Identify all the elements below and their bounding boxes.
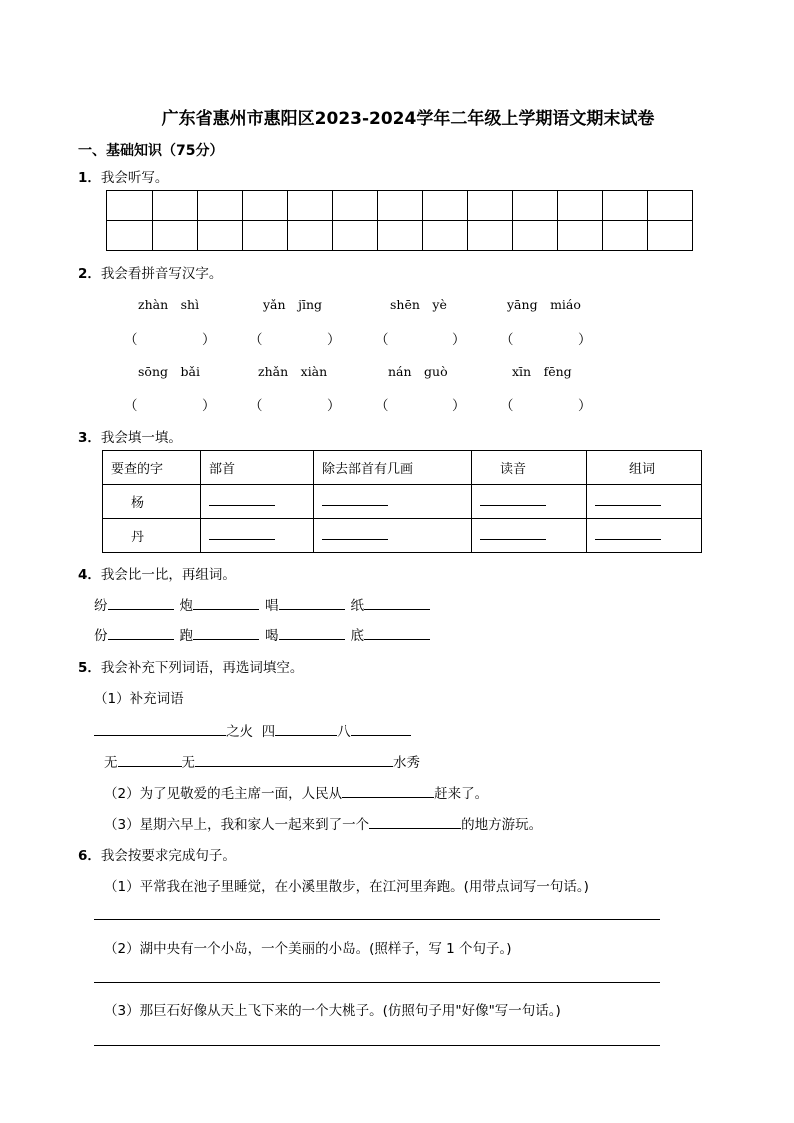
pinyin: zhàn shì: [138, 297, 200, 312]
answer-line[interactable]: [94, 1045, 660, 1046]
question-number: 5．: [78, 660, 101, 676]
writing-cell[interactable]: [423, 191, 468, 221]
pinyin: shēn yè: [390, 297, 447, 312]
answer-cell[interactable]: [587, 519, 702, 553]
sub-question: （2）湖中央有一个小岛，一个美丽的小岛。(照样子，写 1 个句子。): [104, 941, 512, 957]
answer-paren-close: ）: [327, 332, 341, 348]
writing-cell[interactable]: [243, 221, 288, 251]
idiom-text: 之火: [226, 724, 253, 740]
question-4: [78, 563, 236, 583]
sentence-fill: [104, 782, 488, 802]
sub-question: （1）补充词语: [94, 691, 184, 707]
writing-cell[interactable]: [423, 221, 468, 251]
question-1: [78, 166, 168, 186]
idiom-text: 无: [181, 755, 195, 771]
idiom-text: 无: [104, 755, 118, 771]
answer-cell[interactable]: [472, 519, 587, 553]
writing-cell[interactable]: [603, 191, 648, 221]
table-row: [103, 519, 702, 553]
sub-question: （3）那巨石好像从天上飞下来的一个大桃子。(仿照句子用"好像"写一句话。): [104, 1003, 561, 1019]
question-text: 我会补充下列词语，再选词填空。: [100, 660, 304, 676]
idiom-text: 四: [261, 724, 276, 740]
answer-paren-open: （: [375, 398, 389, 414]
answer-paren-open: （: [500, 398, 514, 414]
writing-cell[interactable]: [468, 191, 513, 221]
fill-table: [102, 450, 702, 553]
question-text: 我会看拼音写汉字。: [100, 266, 223, 282]
sentence-text: （3）星期六早上，我和家人一起来到了一个: [104, 817, 370, 833]
table-header: 组词: [587, 451, 702, 485]
answer-paren-close: ）: [578, 398, 592, 414]
sentence-text: （2）为了见敬爱的毛主席一面，人民从: [104, 786, 343, 802]
table-cell-char: 杨: [103, 485, 201, 519]
table-header: 要查的字: [103, 451, 201, 485]
writing-cell[interactable]: [558, 221, 603, 251]
sentence-text: 的地方游玩。: [461, 817, 543, 833]
answer-cell[interactable]: [314, 519, 472, 553]
answer-paren-open: （: [249, 398, 263, 414]
question-text: 我会听写。: [100, 170, 169, 186]
writing-cell[interactable]: [513, 191, 558, 221]
pinyin: xīn fēng: [512, 364, 572, 379]
table-header: 读音: [472, 451, 587, 485]
writing-cell[interactable]: [333, 191, 378, 221]
answer-cell[interactable]: [314, 485, 472, 519]
writing-cell[interactable]: [153, 191, 198, 221]
writing-cell[interactable]: [288, 221, 333, 251]
writing-cell[interactable]: [648, 221, 693, 251]
answer-paren-close: ）: [452, 332, 466, 348]
grid-row: [107, 191, 693, 221]
question-number: 2．: [78, 266, 101, 282]
pinyin: yāng miáo: [507, 297, 581, 312]
question-text: 我会比一比，再组词。: [100, 567, 236, 583]
writing-cell[interactable]: [107, 221, 153, 251]
writing-cell[interactable]: [107, 191, 153, 221]
question-3: [78, 426, 182, 446]
answer-paren-open: （: [124, 398, 138, 414]
question-number: 4．: [78, 567, 101, 583]
table-header: 除去部首有几画: [314, 451, 472, 485]
question-number: 6．: [78, 848, 101, 864]
writing-cell[interactable]: [603, 221, 648, 251]
sub-question: （1）平常我在池子里睡觉，在小溪里散步，在江河里奔跑。(用带点词写一句话。): [104, 879, 589, 895]
question-text: 我会按要求完成句子。: [100, 848, 236, 864]
writing-cell[interactable]: [468, 221, 513, 251]
compare-char: 喝: [265, 628, 279, 644]
answer-paren-close: ）: [578, 332, 592, 348]
answer-paren-close: ）: [327, 398, 341, 414]
table-header: 部首: [201, 451, 314, 485]
answer-paren-open: （: [500, 332, 514, 348]
question-number: 1．: [78, 170, 101, 186]
idiom-row: [94, 720, 411, 740]
writing-cell[interactable]: [198, 191, 243, 221]
answer-cell[interactable]: [472, 485, 587, 519]
compare-char: 纸: [350, 598, 364, 614]
answer-paren-open: （: [124, 332, 138, 348]
compare-char: 份: [94, 628, 108, 644]
idiom-text: 水秀: [393, 755, 420, 771]
compare-char: 炮: [179, 598, 193, 614]
page-title: 广东省惠州市惠阳区2023-2024学年二年级上学期语文期末试卷: [161, 109, 655, 129]
writing-cell[interactable]: [243, 191, 288, 221]
writing-cell[interactable]: [378, 221, 423, 251]
writing-cell[interactable]: [513, 221, 558, 251]
answer-paren-close: ）: [452, 398, 466, 414]
pinyin: zhǎn xiàn: [258, 364, 328, 379]
question-2: [78, 262, 222, 282]
question-number: 3．: [78, 430, 101, 446]
compare-row: [94, 594, 430, 614]
pinyin: yǎn jīng: [263, 297, 322, 312]
writing-cell[interactable]: [558, 191, 603, 221]
answer-paren-close: ）: [202, 332, 216, 348]
pinyin: nán guò: [388, 364, 448, 379]
writing-cell[interactable]: [198, 221, 243, 251]
table-cell-char: 丹: [103, 519, 201, 553]
idiom-text: 八: [337, 724, 351, 740]
writing-cell[interactable]: [378, 191, 423, 221]
writing-cell[interactable]: [648, 191, 693, 221]
writing-cell[interactable]: [333, 221, 378, 251]
question-text: 我会填一填。: [100, 430, 182, 446]
sentence-text: 赶来了。: [434, 786, 489, 802]
answer-paren-open: （: [375, 332, 389, 348]
compare-char: 唱: [265, 598, 279, 614]
grid-row: [107, 221, 693, 251]
question-6: [78, 844, 236, 864]
compare-char: 纷: [94, 598, 108, 614]
pinyin: sōng bǎi: [138, 364, 200, 379]
writing-cell[interactable]: [153, 221, 198, 251]
compare-row: [94, 624, 430, 644]
compare-char: 底: [350, 628, 364, 644]
writing-cell[interactable]: [288, 191, 333, 221]
compare-char: 跑: [179, 628, 193, 644]
table-header-row: [103, 451, 702, 485]
table-row: [103, 485, 702, 519]
answer-cell[interactable]: [201, 519, 314, 553]
answer-cell[interactable]: [201, 485, 314, 519]
answer-cell[interactable]: [587, 485, 702, 519]
answer-paren-close: ）: [202, 398, 216, 414]
question-5: [78, 656, 303, 676]
section-heading: 一、基础知识（75分）: [78, 143, 224, 159]
answer-line[interactable]: [94, 982, 660, 983]
dictation-grid: [106, 190, 693, 251]
answer-paren-open: （: [249, 332, 263, 348]
answer-line[interactable]: [94, 919, 660, 920]
idiom-row: [104, 751, 420, 771]
sentence-fill: [104, 813, 542, 833]
